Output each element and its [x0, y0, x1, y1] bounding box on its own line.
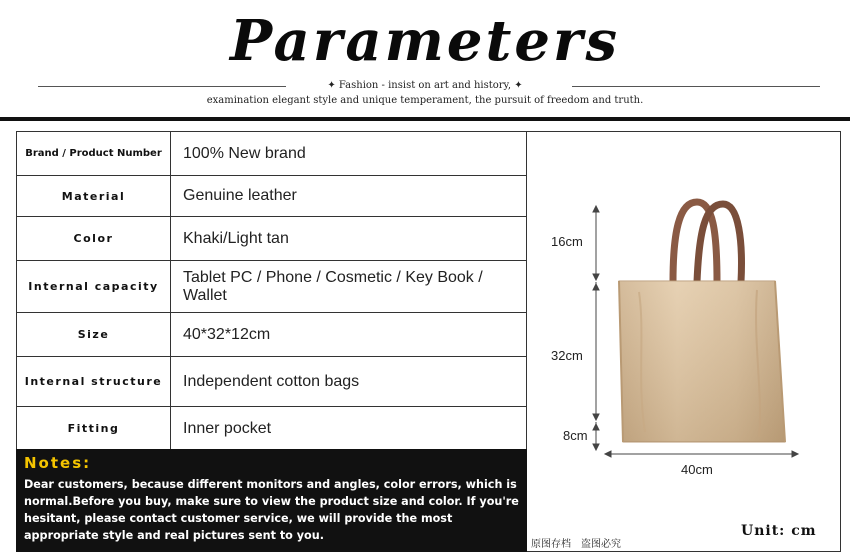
- dim-width-label: 40cm: [681, 462, 713, 477]
- table-row: [17, 176, 527, 217]
- tagline-line-1: ✦ Fashion - insist on art and history, ✦: [327, 80, 523, 91]
- tote-bag-illustration: [527, 132, 841, 553]
- notes-body: Dear customers, because different monitors and angles, color errors, which is normal.Before you buy, make sure to view the product size and color. If you're hesitant, please contact customer service, we will provide the most appropriate style and real pictures sent to you.: [24, 478, 519, 542]
- param-value: Independent cotton bags: [171, 357, 527, 407]
- table-row: [17, 217, 527, 261]
- table-row: [17, 357, 527, 407]
- dim-handle-label: 16cm: [551, 234, 583, 249]
- unit-label: Unit: cm: [741, 523, 817, 539]
- tagline-line-2: examination elegant style and unique temperament, the pursuit of freedom and truth.: [206, 95, 644, 106]
- bullet-icon: ✦: [511, 80, 523, 91]
- param-value: Khaki/Light tan: [171, 217, 527, 261]
- table-row: [17, 407, 527, 451]
- param-label: Fitting: [17, 407, 171, 451]
- param-label: Size: [17, 313, 171, 357]
- parameters-table: [16, 131, 527, 451]
- param-value: Tablet PC / Phone / Cosmetic / Key Book / Wallet: [171, 261, 527, 313]
- param-value: 100% New brand: [171, 132, 527, 176]
- product-image-panel: [527, 131, 841, 552]
- param-label: Brand / Product Number: [17, 132, 171, 176]
- param-value: 40*32*12cm: [171, 313, 527, 357]
- param-label: Internal structure: [17, 357, 171, 407]
- page-title: Parameters: [229, 8, 621, 74]
- table-row: [17, 313, 527, 357]
- param-value: Inner pocket: [171, 407, 527, 451]
- dim-height-label: 32cm: [551, 348, 583, 363]
- param-value: Genuine leather: [171, 176, 527, 217]
- header-divider: [0, 117, 850, 121]
- notes-title: Notes:: [24, 454, 92, 472]
- table-row: [17, 132, 527, 176]
- param-label: Internal capacity: [17, 261, 171, 313]
- copyright-note: 原图存档 盗图必究: [531, 539, 621, 550]
- bullet-icon: ✦: [327, 80, 339, 91]
- param-label: Color: [17, 217, 171, 261]
- table-row: [17, 261, 527, 313]
- dim-depth-label: 8cm: [563, 428, 588, 443]
- notes-panel: [16, 449, 527, 552]
- param-label: Material: [17, 176, 171, 217]
